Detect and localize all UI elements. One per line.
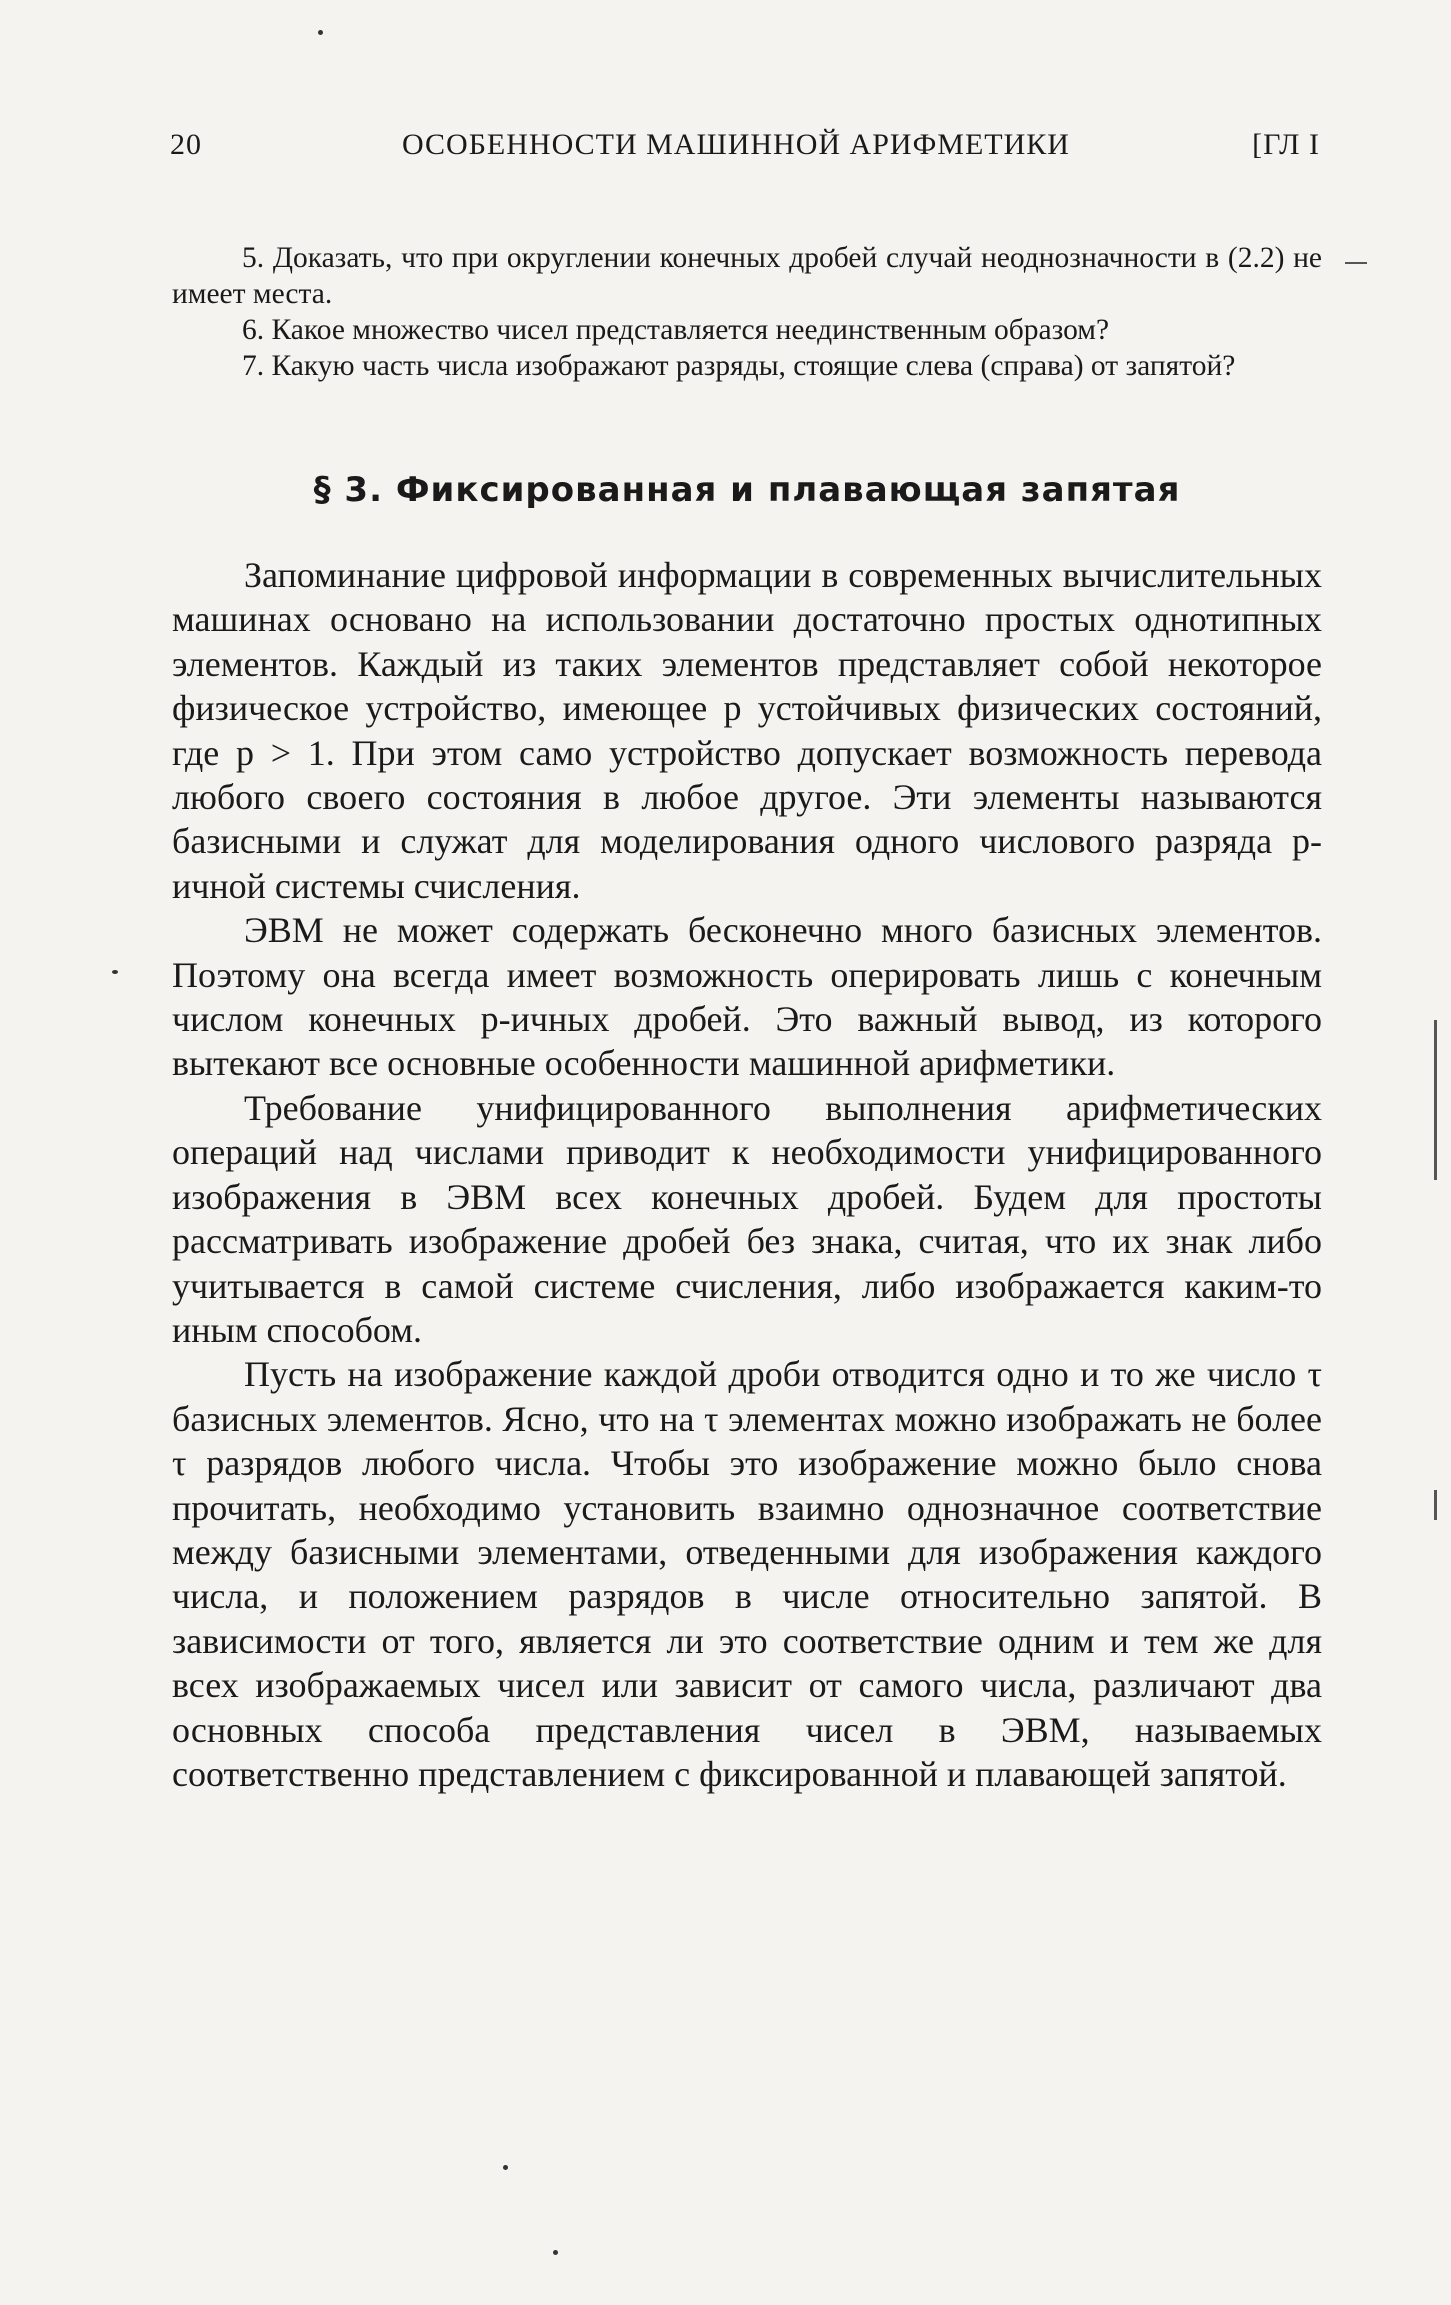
scan-margin-mark [1434,1490,1437,1520]
paragraph: Запоминание цифровой информации в современных вычислительных машинах основано на использовании достаточно простых однотипных элементов. Каждый из таких элементов представляет собой некоторое физическое устройство, имеющее p устойчивых физических состояний, где p > 1. При этом само устройство допускает возможность перевода любого своего состояния в любое другое. Эти элементы называются базисными и служат для моделирования одного числового разряда p-ичной системы счисления. [172,555,1322,906]
page-number: 20 [170,128,202,161]
exercise-item: 5. Доказать, что при округлении конечных дробей случай неоднозначности в (2.2) не имеет места. [172,242,1322,310]
section-heading: § 3. Фиксированная и плавающая запятая [313,470,1181,510]
paragraph: Пусть на изображение каждой дроби отводится одно и то же число τ базисных элементов. Ясно, что на τ элементах можно изображать не более τ разрядов любого числа. Чтобы это изображение можно было снова прочитать, необходимо установить взаимно однозначное соответствие между базисными элементами, отведенными для изображения каждого числа, и положением разрядов в числе относительно запятой. В зависимости от того, является ли это соответствие одним и тем же для всех изображаемых чисел или зависит от самого числа, различают два основных способа представления чисел в ЭВМ, называемых соответственно представлением с фиксированной и плавающей запятой. [172,1354,1322,1794]
page-header [170,128,1340,178]
scan-speck [553,2250,558,2255]
scan-speck [503,2165,508,2170]
scan-margin-mark [1345,262,1367,264]
scan-margin-mark [1434,1020,1437,1180]
chapter-label: [ГЛ I [1252,128,1320,161]
paragraph: ЭВМ не может содержать бесконечно много базисных элементов. Поэтому она всегда имеет возможность оперировать лишь с конечным числом конечных p-ичных дробей. Это важный вывод, из которого вытекают все основные особенности машинной арифметики. [172,910,1322,1084]
running-title: ОСОБЕННОСТИ МАШИННОЙ АРИФМЕТИКИ [402,128,1070,161]
exercise-item: 7. Какую часть числа изображают разряды, стоящие слева (справа) от запятой? [242,350,1236,382]
exercise-item: 6. Какое множество чисел представляется неединственным образом? [242,314,1110,346]
scan-speck [318,30,323,35]
paragraph: Требование унифицированного выполнения арифметических операций над числами приводит к необходимости унифицированного изображения в ЭВМ всех конечных дробей. Будем для простоты рассматривать изображение дробей без знака, считая, что их знак либо учитывается в самой системе счисления, либо изображается каким-то иным способом. [172,1087,1322,1350]
exercise-list [172,240,1322,384]
scan-speck [112,970,118,974]
body-text [172,553,1322,1796]
